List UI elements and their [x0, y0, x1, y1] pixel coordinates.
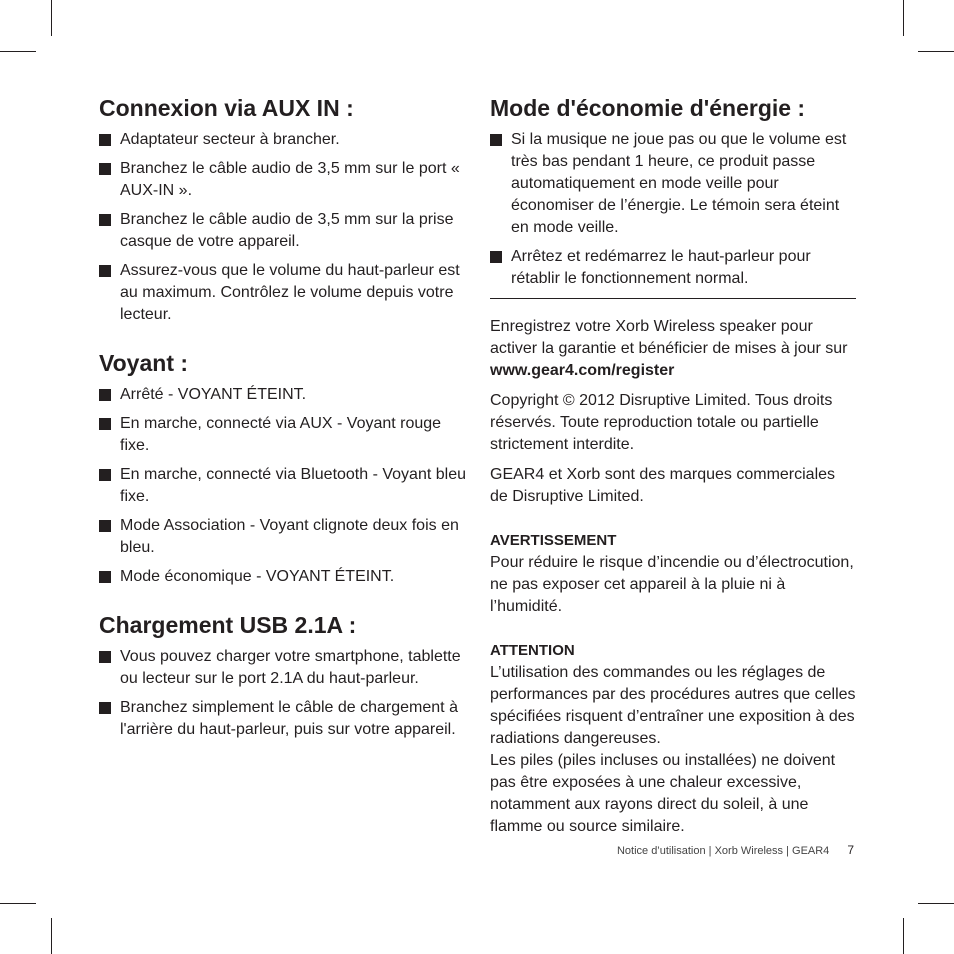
eco-list [490, 129, 856, 290]
list-item: Assurez-vous que le volume du haut-parleur est au maximum. Contrôlez le volume depuis votre lecteur. [99, 260, 467, 326]
square-bullet-icon [490, 134, 502, 146]
voyant-list [99, 384, 467, 588]
list-item: Vous pouvez charger votre smartphone, tablette ou lecteur sur le port 2.1A du haut-parleur. [99, 646, 467, 690]
list-item: Branchez le câble audio de 3,5 mm sur le port « AUX-IN ». [99, 158, 467, 202]
square-bullet-icon [99, 418, 111, 430]
crop-mark [918, 51, 954, 52]
list-item: Arrêté - VOYANT ÉTEINT. [99, 384, 467, 406]
square-bullet-icon [99, 469, 111, 481]
usb-list [99, 646, 467, 741]
list-item: Mode Association - Voyant clignote deux fois en bleu. [99, 515, 467, 559]
list-item: Branchez simplement le câble de chargement à l'arrière du haut-parleur, puis sur votre appareil. [99, 697, 467, 741]
copyright-paragraph: Copyright © 2012 Disruptive Limited. Tous droits réservés. Toute reproduction totale ou partielle strictement interdite. [490, 392, 833, 453]
section-title-aux: Connexion via AUX IN : [99, 95, 354, 121]
left-column [99, 94, 467, 748]
register-paragraph: Enregistrez votre Xorb Wireless speaker pour activer la garantie et bénéficier de mises à jour sur www.gear4.com/register [490, 318, 848, 379]
section-title-eco: Mode d'économie d'énergie : [490, 95, 806, 121]
trademark-paragraph: GEAR4 et Xorb sont des marques commerciales de Disruptive Limited. [490, 466, 836, 505]
list-item: Si la musique ne joue pas ou que le volume est très bas pendant 1 heure, ce produit passe automatiquement en mode veille pour économiser de l’énergie. Le témoin sera éteint en mode veille. [490, 129, 856, 239]
register-url: www.gear4.com/register [490, 362, 675, 379]
warning-text: Pour réduire le risque d’incendie ou d’électrocution, ne pas exposer cet appareil à la pluie ni à l’humidité. [490, 554, 854, 615]
square-bullet-icon [99, 265, 111, 277]
section-title-voyant: Voyant : [99, 350, 189, 376]
square-bullet-icon [99, 571, 111, 583]
square-bullet-icon [99, 702, 111, 714]
square-bullet-icon [99, 214, 111, 226]
square-bullet-icon [99, 651, 111, 663]
attention-text: L’utilisation des commandes ou les réglages de performances par des procédures autres que celles spécifiées risquent d’entraîner une exposition à des radiations dangereuses. Les piles (piles incluses ou installées) ne doivent pas être exposées à une chaleur excessive, notamment aux rayons direct du soleil, à une flamme ou source similaire. [490, 664, 856, 835]
right-column [490, 94, 856, 838]
list-item: Adaptateur secteur à brancher. [99, 129, 467, 151]
crop-mark [903, 918, 904, 954]
attention-title: ATTENTION [490, 642, 575, 659]
section-title-usb: Chargement USB 2.1A : [99, 612, 357, 638]
footer-text: Notice d’utilisation | Xorb Wireless | GEAR4 [616, 845, 830, 857]
crop-mark [903, 0, 904, 36]
square-bullet-icon [99, 134, 111, 146]
crop-mark [0, 51, 36, 52]
warning-title: AVERTISSEMENT [490, 532, 617, 549]
list-item: En marche, connecté via AUX - Voyant rouge fixe. [99, 413, 467, 457]
page-footer [617, 842, 854, 859]
page-number: 7 [847, 843, 854, 857]
square-bullet-icon [99, 520, 111, 532]
square-bullet-icon [99, 163, 111, 175]
square-bullet-icon [99, 389, 111, 401]
list-item: Arrêtez et redémarrez le haut-parleur pour rétablir le fonctionnement normal. [490, 246, 856, 290]
crop-mark [51, 918, 52, 954]
list-item: Mode économique - VOYANT ÉTEINT. [99, 566, 467, 588]
list-item: Branchez le câble audio de 3,5 mm sur la prise casque de votre appareil. [99, 209, 467, 253]
aux-list [99, 129, 467, 326]
divider [490, 298, 856, 299]
list-item: En marche, connecté via Bluetooth - Voyant bleu fixe. [99, 464, 467, 508]
crop-mark [0, 903, 36, 904]
crop-mark [51, 0, 52, 36]
square-bullet-icon [490, 251, 502, 263]
crop-mark [918, 903, 954, 904]
